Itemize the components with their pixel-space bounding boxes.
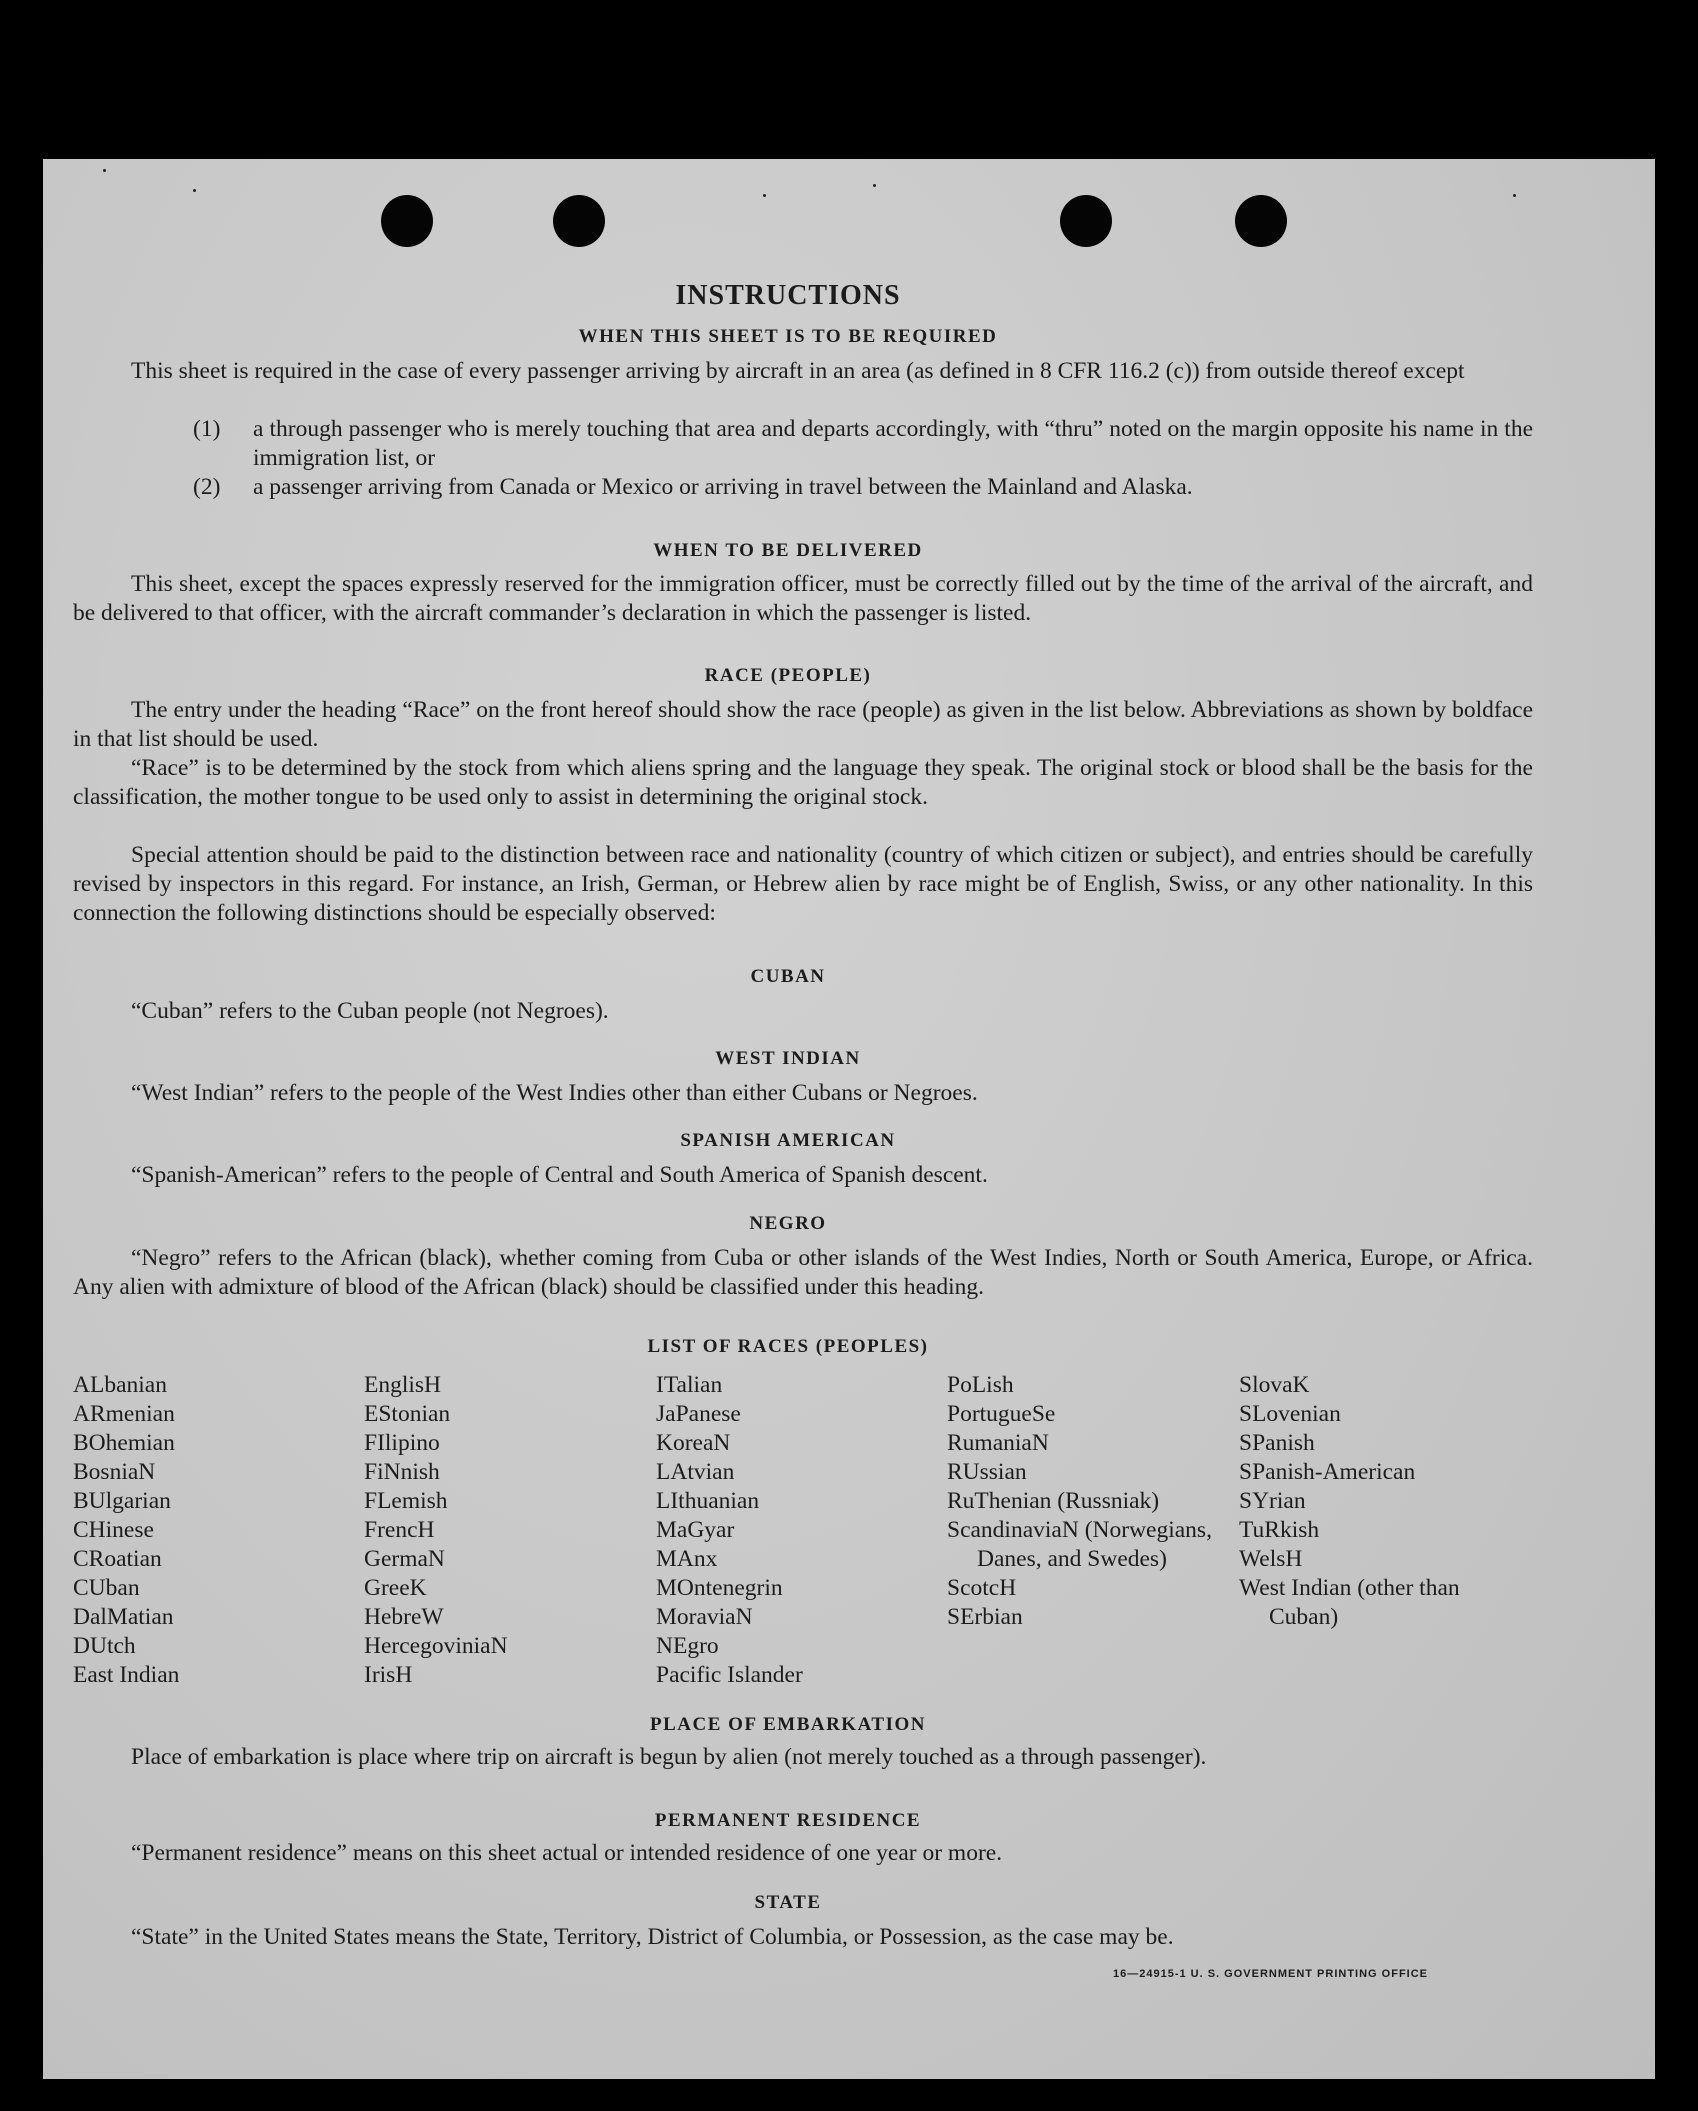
paragraph-spanish-american: “Spanish-American” refers to the people of Central and South America of Spanish descent. bbox=[131, 1162, 988, 1188]
paragraph-negro: “Negro” refers to the African (black), whether coming from Cuba or other islands of the West Indies, North or South America, Europe, or Africa. Any alien with admixture of blood of the African (black) should be classified under this heading. bbox=[73, 1245, 1533, 1300]
paragraph-race-1: The entry under the heading “Race” on the front hereof should show the race (people) as given in the list below. Abbreviations as shown by boldface in that list should be used. bbox=[73, 697, 1533, 752]
race-entry: DUtch bbox=[73, 1633, 136, 1659]
race-entry: GreeK bbox=[364, 1575, 427, 1601]
document-sheet bbox=[43, 159, 1655, 2079]
race-entry: BUlgarian bbox=[73, 1488, 171, 1514]
paragraph-residence: “Permanent residence” means on this sheet actual or intended residence of one year or more. bbox=[131, 1840, 1003, 1866]
race-entry: SYrian bbox=[1239, 1488, 1306, 1514]
race-entry: GermaN bbox=[364, 1546, 445, 1572]
heading-negro: NEGRO bbox=[749, 1213, 827, 1234]
race-entry: MaGyar bbox=[656, 1517, 735, 1543]
speck bbox=[1513, 194, 1516, 197]
heading-delivered: WHEN TO BE DELIVERED bbox=[653, 540, 923, 561]
races-column bbox=[364, 1371, 644, 1690]
race-entry: PortugueSe bbox=[947, 1401, 1056, 1427]
race-entry: PoLish bbox=[947, 1372, 1014, 1398]
heading-residence: PERMANENT RESIDENCE bbox=[654, 1810, 922, 1831]
race-entry: RumaniaN bbox=[947, 1430, 1049, 1456]
race-entry: FrencH bbox=[364, 1517, 435, 1543]
punch-hole bbox=[553, 195, 605, 247]
race-entry: BosniaN bbox=[73, 1459, 156, 1485]
race-entry: CUban bbox=[73, 1575, 140, 1601]
paragraph-embarkation: Place of embarkation is place where trip on aircraft is begun by alien (not merely touched as a through passenger). bbox=[131, 1744, 1207, 1770]
race-entry: West Indian (other than Cuban) bbox=[1239, 1575, 1460, 1630]
paragraph-race-3: Special attention should be paid to the distinction between race and nationality (country of which citizen or subject), and entries should be carefully revised by inspectors in this regard. For instance, an Irish, German, or Hebrew alien by race might be of English, Swiss, or any other nationality. In this connection the following distinctions should be especially observed: bbox=[73, 842, 1533, 926]
heading-west-indian: WEST INDIAN bbox=[715, 1048, 861, 1069]
paragraph-required: This sheet is required in the case of every passenger arriving by aircraft in an area (as defined in 8 CFR 116.2 (c)) from outside thereof except bbox=[131, 358, 1465, 384]
race-entry: NEgro bbox=[656, 1633, 719, 1659]
race-entry: SPanish-American bbox=[1239, 1459, 1416, 1485]
race-entry: EnglisH bbox=[364, 1372, 442, 1398]
races-column bbox=[656, 1371, 936, 1690]
race-entry: IrisH bbox=[364, 1662, 413, 1688]
race-entry: Pacific Islander bbox=[656, 1662, 803, 1688]
races-column bbox=[1239, 1371, 1499, 1632]
race-entry: ARmenian bbox=[73, 1401, 175, 1427]
race-entry: ITalian bbox=[656, 1372, 723, 1398]
race-entry: HercegoviniaN bbox=[364, 1633, 508, 1659]
heading-spanish-american: SPANISH AMERICAN bbox=[680, 1130, 896, 1151]
page-title: INSTRUCTIONS bbox=[675, 280, 901, 311]
paragraph-race-2: “Race” is to be determined by the stock from which aliens spring and the language they speak. The original stock or blood shall be the basis for the classification, the mother tongue to be used only to assist in determining the original stock. bbox=[73, 755, 1533, 810]
paragraph-cuban: “Cuban” refers to the Cuban people (not Negroes). bbox=[131, 998, 609, 1024]
speck bbox=[103, 169, 106, 172]
race-entry: CRoatian bbox=[73, 1546, 162, 1572]
item-number: (1) bbox=[193, 416, 221, 442]
punch-hole bbox=[1235, 195, 1287, 247]
race-entry: LAtvian bbox=[656, 1459, 735, 1485]
heading-embarkation: PLACE OF EMBARKATION bbox=[650, 1714, 926, 1735]
race-entry: FIlipino bbox=[364, 1430, 440, 1456]
race-entry: MOntenegrin bbox=[656, 1575, 783, 1601]
race-entry: DalMatian bbox=[73, 1604, 174, 1630]
heading-race: RACE (PEOPLE) bbox=[704, 665, 872, 686]
speck bbox=[873, 184, 876, 187]
heading-required: WHEN THIS SHEET IS TO BE REQUIRED bbox=[578, 326, 998, 347]
race-entry: SLovenian bbox=[1239, 1401, 1341, 1427]
race-entry: SlovaK bbox=[1239, 1372, 1310, 1398]
heading-list-of-races: LIST OF RACES (PEOPLES) bbox=[647, 1336, 929, 1357]
race-entry: ALbanian bbox=[73, 1372, 167, 1398]
race-entry: FLemish bbox=[364, 1488, 448, 1514]
race-entry: RuThenian (Russniak) bbox=[947, 1488, 1160, 1514]
paragraph-west-indian: “West Indian” refers to the people of the West Indies other than either Cubans or Negroes. bbox=[131, 1080, 978, 1106]
race-entry: SPanish bbox=[1239, 1430, 1315, 1456]
paragraph-state: “State” in the United States means the State, Territory, District of Columbia, or Possession, as the case may be. bbox=[131, 1924, 1174, 1950]
race-entry: BOhemian bbox=[73, 1430, 175, 1456]
race-entry: East Indian bbox=[73, 1662, 180, 1688]
heading-state: STATE bbox=[754, 1892, 822, 1913]
paragraph-delivered: This sheet, except the spaces expressly reserved for the immigration officer, must be correctly filled out by the time of the arrival of the aircraft, and be delivered to that officer, with the aircraft commander’s declaration in which the passenger is listed. bbox=[73, 571, 1533, 626]
race-entry: FiNnish bbox=[364, 1459, 440, 1485]
races-column bbox=[73, 1371, 353, 1690]
item-number: (2) bbox=[193, 474, 221, 500]
list-item bbox=[193, 415, 1533, 473]
race-entry: JaPanese bbox=[656, 1401, 741, 1427]
heading-cuban: CUBAN bbox=[750, 966, 826, 987]
race-entry: MAnx bbox=[656, 1546, 718, 1572]
printer-footer: 16—24915-1 U. S. GOVERNMENT PRINTING OFFICE bbox=[1113, 1968, 1429, 1980]
punch-hole bbox=[381, 195, 433, 247]
list-item bbox=[193, 473, 1533, 502]
race-entry: ScotcH bbox=[947, 1575, 1017, 1601]
race-entry: RUssian bbox=[947, 1459, 1027, 1485]
race-entry: WelsH bbox=[1239, 1546, 1303, 1572]
race-entry: HebreW bbox=[364, 1604, 444, 1630]
race-entry: EStonian bbox=[364, 1401, 451, 1427]
speck bbox=[763, 194, 766, 197]
race-entry: SErbian bbox=[947, 1604, 1023, 1630]
race-entry: CHinese bbox=[73, 1517, 154, 1543]
speck bbox=[193, 189, 196, 192]
race-entry: LIthuanian bbox=[656, 1488, 760, 1514]
race-entry: KoreaN bbox=[656, 1430, 731, 1456]
item-text: a through passenger who is merely touching that area and departs accordingly, with “thru” noted on the margin opposite his name in the immigration list, or bbox=[253, 416, 1533, 471]
race-entry: ScandinaviaN (Norwegians, Danes, and Swedes) bbox=[947, 1517, 1212, 1572]
race-entry: TuRkish bbox=[1239, 1517, 1320, 1543]
race-entry: MoraviaN bbox=[656, 1604, 753, 1630]
item-text: a passenger arriving from Canada or Mexico or arriving in travel between the Mainland and Alaska. bbox=[253, 474, 1193, 500]
punch-hole bbox=[1060, 195, 1112, 247]
races-column bbox=[947, 1371, 1212, 1632]
